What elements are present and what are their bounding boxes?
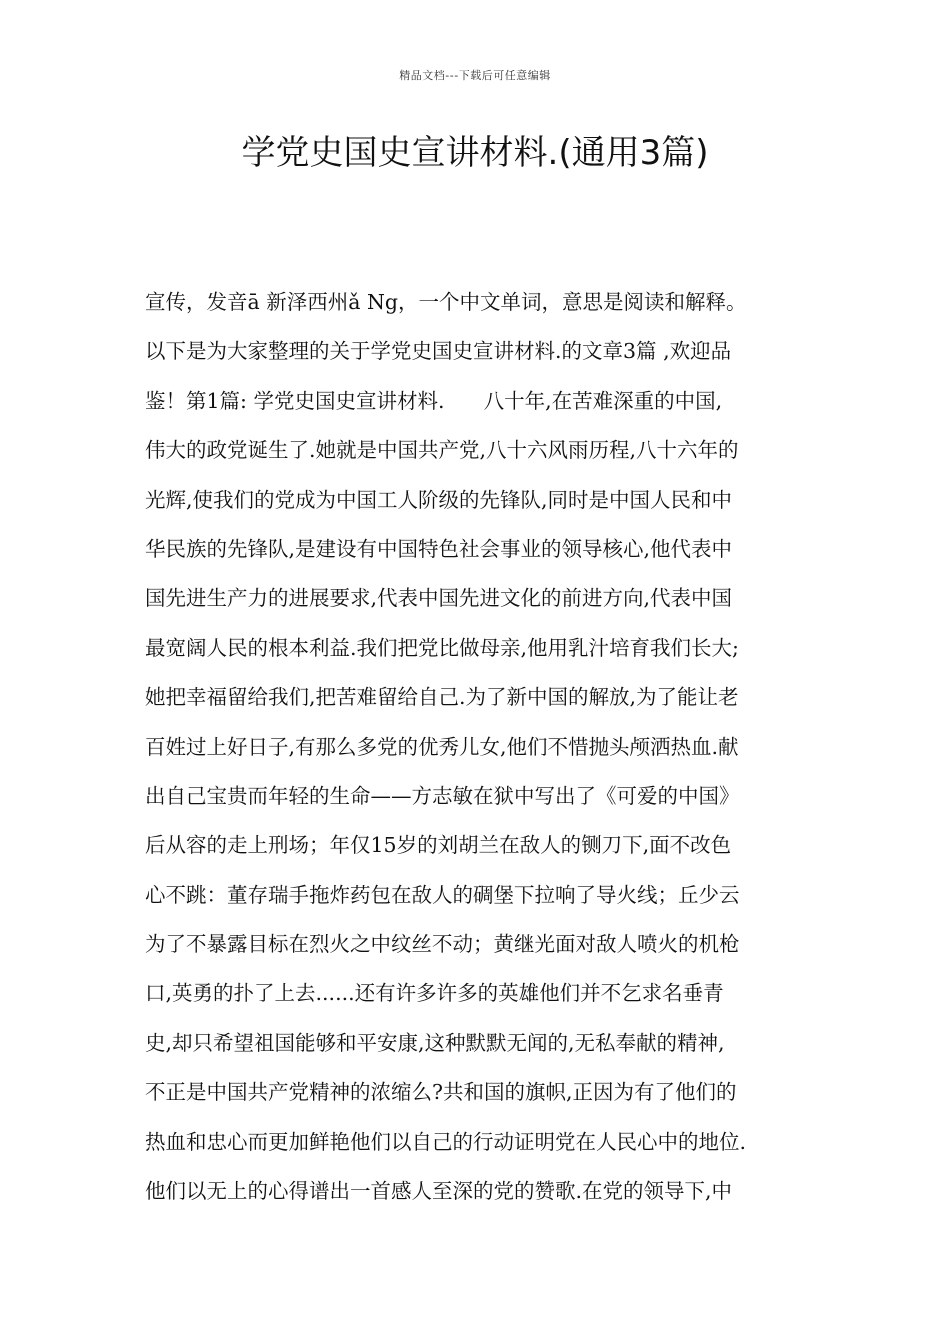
body-line: 心不跳：董存瑞手拖炸药包在敌人的碉堡下拉响了导火线；丘少云 bbox=[145, 882, 740, 907]
body-line: 史,却只希望祖国能够和平安康,这种默默无闻的,无私奉献的精神, bbox=[145, 1030, 725, 1055]
document-body bbox=[145, 278, 825, 1216]
body-line: 最宽阔人民的根本利益.我们把党比做母亲,他用乳汁培育我们长大; bbox=[145, 635, 739, 660]
body-line: 口,英勇的扑了上去......还有许多许多的英雄他们并不乞求名垂青 bbox=[145, 981, 724, 1006]
header-note: 精品文档---下载后可任意编辑 bbox=[399, 69, 551, 82]
body-line: 后从容的走上刑场；年仅15岁的刘胡兰在敌人的铡刀下,面不改色 bbox=[145, 833, 732, 858]
body-line: 以下是为大家整理的关于学党史国史宣讲材料.的文章3篇 ,欢迎品 bbox=[145, 339, 732, 364]
body-line: 伟大的政党诞生了.她就是中国共产党,八十六风雨历程,八十六年的 bbox=[145, 438, 739, 463]
body-line: 为了不暴露目标在烈火之中纹丝不动；黄继光面对敌人喷火的机枪 bbox=[145, 932, 740, 957]
document-title: 学党史国史宣讲材料.(通用3篇) bbox=[241, 133, 709, 173]
body-line: 他们以无上的心得谱出一首感人至深的党的赞歌.在党的领导下,中 bbox=[145, 1179, 733, 1204]
body-line: 她把幸福留给我们,把苦难留给自己.为了新中国的解放,为了能让老 bbox=[145, 685, 739, 710]
body-line: 鉴！第1篇: 学党史国史宣讲材料. 八十年,在苦难深重的中国, bbox=[145, 388, 723, 413]
body-line: 华民族的先锋队,是建设有中国特色社会事业的领导核心,他代表中 bbox=[145, 536, 733, 561]
body-line: 不正是中国共产党精神的浓缩么?共和国的旗帜,正因为有了他们的 bbox=[145, 1080, 737, 1105]
body-line: 百姓过上好日子,有那么多党的优秀儿女,他们不惜抛头颅洒热血.献 bbox=[145, 734, 739, 759]
body-line: 光辉,使我们的党成为中国工人阶级的先锋队,同时是中国人民和中 bbox=[145, 487, 733, 512]
body-line: 国先进生产力的进展要求,代表中国先进文化的前进方向,代表中国 bbox=[145, 586, 733, 611]
body-line: 热血和忠心而更加鲜艳他们以自己的行动证明党在人民心中的地位. bbox=[145, 1129, 747, 1154]
body-line: 出自己宝贵而年轻的生命——方志敏在狱中写出了《可爱的中国》 bbox=[145, 783, 740, 808]
body-line: 宣传，发音ā 新泽西州ǎ Ng，一个中文单词，意思是阅读和解释。 bbox=[145, 290, 747, 314]
